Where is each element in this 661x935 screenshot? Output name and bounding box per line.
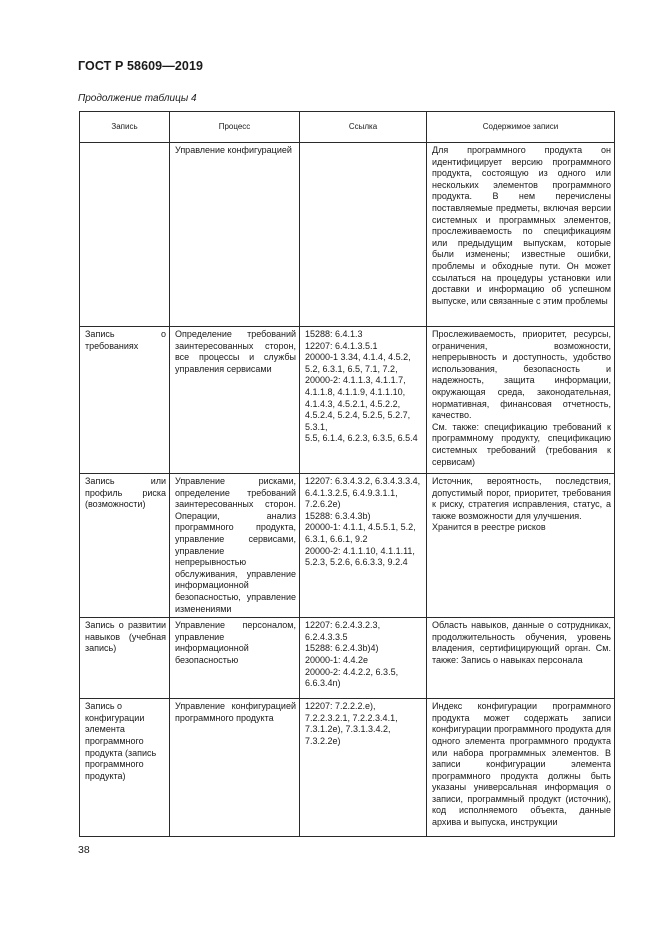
cell-reference: 12207: 7.2.2.2.e), 7.2.2.3.2.1, 7.2.2.3.4.1, 7.3.1.2e), 7.3.1.3.4.2, 7.3.2.2e): [300, 699, 427, 837]
table-row: [80, 474, 615, 618]
cell-content: Область навыков, данные о сотрудниках, продолжительность обучения, уровень владения, сертифицирующий орган. См. также: Запись о навыках персонала: [427, 618, 615, 699]
column-header-record: Запись: [80, 112, 170, 143]
cell-reference: 15288: 6.4.1.3 12207: 6.4.1.3.5.1 20000-1 3.34, 4.1.4, 4.5.2, 5.2, 6.3.1, 6.5, 7.1, 7.2, 20000-2: 4.1.1.3, 4.1.1.7, 4.1.1.8, 4.1.1.9, 4.1.1.10, 4.1.4.3, 4.5.2.1, 4.5.2.2, 4.5.2.4, 5.2.4, 5.2.5, 5.2.7, 5.3.1, 5.5, 6.1.4, 6.2.3, 6.3.5, 6.5.4: [300, 327, 427, 474]
table-header-row: [80, 112, 615, 143]
cell-process: Управление персоналом, управление информационной безопасностью: [170, 618, 300, 699]
table-row: [80, 327, 615, 474]
cell-process: Управление конфигурацией программного продукта: [170, 699, 300, 837]
cell-record: Запись о конфигурации элемента программного продукта (запись программного продукта): [80, 699, 170, 837]
column-header-reference: Ссылка: [300, 112, 427, 143]
column-header-process: Процесс: [170, 112, 300, 143]
column-header-content: Содержимое записи: [427, 112, 615, 143]
cell-process: Определение требований заинтересованных сторон, все процессы и службы управления сервисами: [170, 327, 300, 474]
records-table: [79, 111, 615, 837]
cell-content: Источник, вероятность, последствия, допустимый порог, приоритет, требования к риску, стратегия исправления, статус, а также возможности для улучшения. Хранится в реестре рисков: [427, 474, 615, 618]
cell-content: Для программного продукта он идентифицирует версию программного продукта, состоящую из одного или нескольких элементов программного продукта. В нем перечислены поставляемые предметы, включая версии системных и программных элементов, прослеживаемость по спецификациям или предыдущим выпускам, которые были изменены; известные ошибки, проблемы и обходные пути. Он может ссылаться на процедуры установки или доставки и информацию об успешном выпуске, или связанные с этим проблемы: [427, 143, 615, 327]
cell-content: Прослеживаемость, приоритет, ресурсы, ограничения, возможности, непрерывность и доступность, удобство использования, безопасность и надежность, защита информации, окружающая среда, законодательная, нормативная, финансовая отчетность, качество. См. также: спецификацию требований к программному продукту, спецификацию системных требований (требования к сервисам): [427, 327, 615, 474]
cell-process: Управление рисками, определение требований заинтересованных сторон. Операции, анализ программного продукта, управление сервисами, управление непрерывностью обслуживания, управление информационной безопасностью, управление изменениями: [170, 474, 300, 618]
table-row: [80, 143, 615, 327]
page-number: 38: [78, 844, 90, 856]
table-row: [80, 618, 615, 699]
cell-reference: [300, 143, 427, 327]
cell-content: Индекс конфигурации программного продукта может содержать записи конфигурации программного продукта для одного элемента программного продукта или набора программных элементов. В записи конфигурации элемента программного продукта должны быть указаны универсальная информация о записи, программный продукт (источник), код исполняемого объекта, данные архива и выпуска, инструкции: [427, 699, 615, 837]
table-caption: Продолжение таблицы 4: [78, 93, 197, 104]
cell-reference: 12207: 6.2.4.3.2.3, 6.2.4.3.3.5 15288: 6.2.4.3b)4) 20000-1: 4.4.2e 20000-2: 4.4.2.2, 6.3.5, 6.6.3.4n): [300, 618, 427, 699]
cell-record: Запись о требованиях: [80, 327, 170, 474]
cell-reference: 12207: 6.3.4.3.2, 6.3.4.3.3.4, 6.4.1.3.2.5, 6.4.9.3.1.1, 7.2.6.2e) 15288: 6.3.4.3b) 20000-1: 4.1.1, 4.5.5.1, 5.2, 6.3.1, 6.6.1, 9.2 20000-2: 4.1.1.10, 4.1.1.11, 5.2.3, 5.2.6, 6.6.3.3, 9.2.4: [300, 474, 427, 618]
cell-record: Запись о развитии навыков (учебная запись): [80, 618, 170, 699]
cell-record: Запись или профиль риска (возможности): [80, 474, 170, 618]
table-row: [80, 699, 615, 837]
document-title: ГОСТ Р 58609—2019: [78, 59, 204, 73]
cell-process: Управление конфигурацией: [170, 143, 300, 327]
cell-record: [80, 143, 170, 327]
